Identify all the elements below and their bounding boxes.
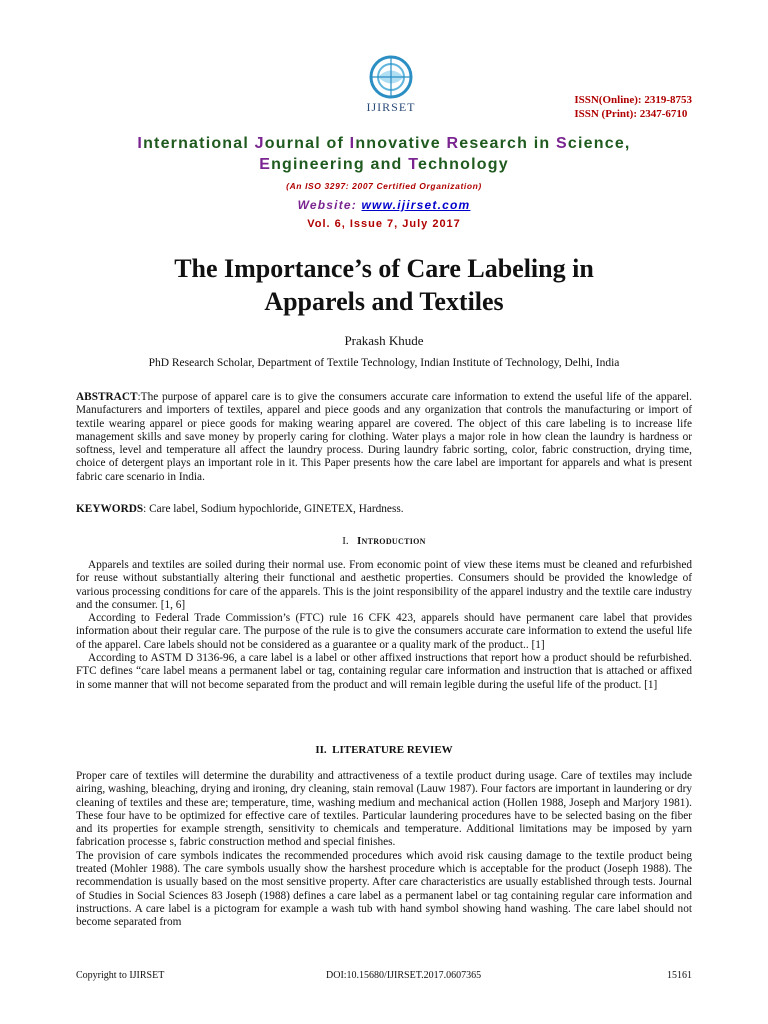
journal-cap: E (259, 156, 272, 173)
literature-review-body (76, 770, 692, 930)
journal-logo (356, 52, 426, 120)
iso-certification: (An ISO 3297: 2007 Certified Organization) (286, 181, 482, 191)
section-title: Introduction (356, 535, 426, 547)
section-title: LITERATURE REVIEW (332, 744, 453, 756)
abstract-label: ABSTRACT (76, 391, 138, 403)
title-line-1: The Importance’s of Care Labeling in (174, 254, 594, 283)
journal-name (0, 133, 768, 175)
journal-word: ngineering and (271, 156, 409, 173)
keywords-text: : Care label, Sodium hypochloride, GINETEX, Hardness. (143, 503, 404, 515)
website-label: Website: (297, 198, 362, 212)
globe-logo-icon (356, 52, 426, 102)
footer-copyright: Copyright to IJIRSET (76, 970, 165, 981)
journal-word: ournal of (264, 135, 350, 152)
journal-word: cience, (567, 135, 631, 152)
paragraph: The provision of care symbols indicates the recommended procedures which avoid risk causing damage to the textile product being treated (Mohler 1988). The care symbols usually show the harshest procedure which is acceptable for the product (Joseph 1988). The recommendation is usually based on the most sensitive property. After care characteristics are usually established through tests. Journal of Studies in Social Sciences 83 Joseph (1988) defines a care label as a permanent label or tag containing regular care information and instructions. A care label is a pictogram for example a wash tub with hand symbol showing hand washing. The care label should not become separated from (76, 849, 692, 929)
paragraph: Apparels and textiles are soiled during their normal use. From economic point of view these items must be cleaned and refurbished for reuse without substantially altering their functional and aesthetic properties. Consumers should be provided the knowledge of various processing conditions for care of the apparels. This is the joint responsibility of the apparel industry and the textile care industry and the consumer. [1, 6] (76, 559, 692, 611)
page-footer (76, 970, 692, 984)
author-affiliation: PhD Research Scholar, Department of Textile Technology, Indian Institute of Technology, Delhi, India (148, 357, 620, 369)
abstract (76, 391, 692, 484)
footer-doi: DOI:10.15680/IJIRSET.2017.0607365 (326, 970, 482, 981)
paragraph: According to Federal Trade Commission’s (FTC) rule 16 CFK 423, apparels should have permanent care label that provides information about their regular care. The purpose of the rule is to give the consumers accurate care information to extend the useful life of the apparel. Care labels should not be considered as a guarantee or a quality mark of the product.. [1] (76, 612, 692, 651)
volume-issue: Vol. 6, Issue 7, July 2017 (307, 218, 461, 230)
journal-cap: S (556, 135, 568, 152)
section-number: I. (342, 535, 349, 547)
title-line-2: Apparels and Textiles (264, 287, 504, 316)
abstract-text: :The purpose of apparel care is to give the consumers accurate care information to extend the useful life of the apparel. Manufacturers and importers of textiles, apparel and piece goods and any organization that controls the manufacturing or import of textile wearing apparel or piece goods for making wearing apparel are covered. The object of this care labeling is to increase life management skills and save money by properly caring for clothing. Water plays a major role in how clean the laundry is hardness or softness, level and temperature all affect the laundry process. During laundry fabric sorting, color, fabric construction, drying time, choice of detergent plays an important role in it. This Paper presents how the care label are important for apparels and what is present fabric care scenario in India. (76, 391, 692, 483)
paragraph: Proper care of textiles will determine the durability and attractiveness of a textile product during usage. Care of textiles may include airing, washing, bleaching, drying and ironing, dry cleaning, stain removal (Lauw 1987). Four factors are important in laundering or dry cleaning of textiles and these are; temperature, time, washing medium and mechanical action (Hollen 1988, Joseph and Marjory 1981). These four have to be optimized for effective care of textiles. Particular laundering procedures have to be selected basing on the fiber and its properties for example strength, sensitivity to chemicals and temperature. Additional limitations may be imposed by yarn fabrication processe s, fabric construction method and special finishes. (76, 770, 692, 849)
section-heading-literature-review (0, 744, 768, 756)
footer-page-number: 15161 (667, 970, 692, 981)
paper-title (60, 252, 708, 318)
journal-word: nnovative (355, 135, 447, 152)
journal-line-1 (0, 133, 768, 154)
journal-word: nternational (143, 135, 255, 152)
issn-block (574, 93, 692, 121)
journal-cap: J (254, 135, 265, 152)
issn-online: ISSN(Online): 2319-8753 (574, 94, 692, 106)
section-heading-introduction (0, 535, 768, 547)
keywords-label: KEYWORDS (76, 503, 144, 515)
journal-line-2 (0, 154, 768, 175)
website-link[interactable]: www.ijirset.com (361, 198, 471, 212)
keywords (76, 503, 692, 516)
issn-print: ISSN (Print): 2347-6710 (574, 108, 688, 120)
author-name: Prakash Khude (344, 333, 424, 348)
journal-word: echnology (417, 156, 509, 173)
logo-text: IJIRSET (366, 100, 416, 114)
introduction-body (76, 559, 692, 692)
website-line (0, 198, 768, 212)
paragraph: According to ASTM D 3136-96, a care label is a label or other affixed instructions that report how a product should be refurbished. FTC defines “care label means a permanent label or tag, containing regular care information and instruction that is attached or affixed in some manner that will not become separated from the product and will remain legible during the useful life of the product. [1] (76, 652, 692, 691)
journal-cap: R (446, 135, 460, 152)
journal-cap: I (349, 135, 356, 152)
section-number: II. (315, 744, 327, 756)
journal-cap: I (137, 135, 144, 152)
journal-cap: T (408, 156, 418, 173)
journal-word: esearch in (459, 135, 557, 152)
